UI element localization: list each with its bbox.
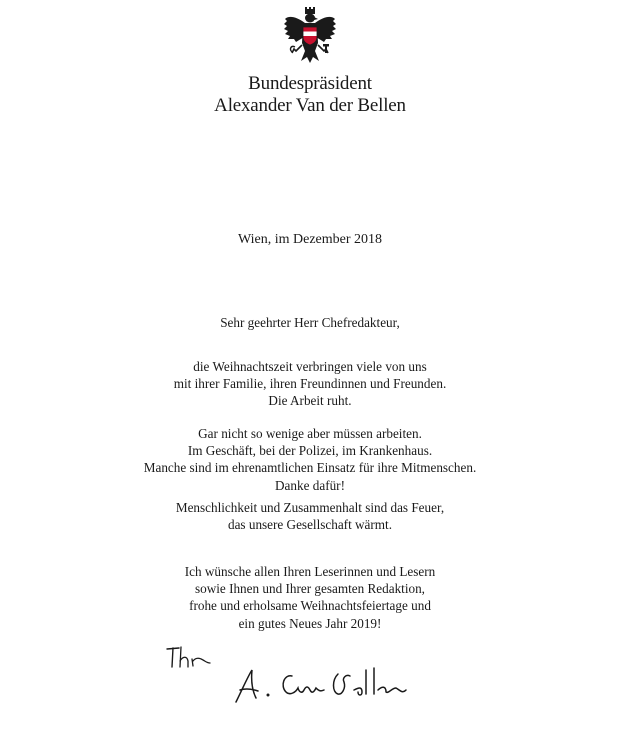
paragraph-line: Die Arbeit ruht. xyxy=(268,393,352,409)
paragraph-line: ein gutes Neues Jahr 2019! xyxy=(238,615,382,631)
paragraph-line: Gar nicht so wenige aber müssen arbeiten. xyxy=(198,426,422,441)
paragraph-humanity xyxy=(0,499,620,533)
sender-title: Bundespräsident xyxy=(248,73,372,94)
paragraph-wishes xyxy=(0,563,620,632)
handwritten-signature xyxy=(228,662,428,707)
handwritten-closing-ihr xyxy=(163,643,213,673)
paragraph-line: Ich wünsche allen Ihren Leserinnen und Lesern xyxy=(184,564,436,579)
paragraph-line: die Weihnachtszeit verbringen viele von uns xyxy=(193,359,427,374)
paragraph-holidays xyxy=(0,358,620,410)
austrian-federal-eagle-icon xyxy=(283,7,337,67)
salutation: Sehr geehrter Herr Chefredakteur, xyxy=(220,315,400,330)
letterhead-sender xyxy=(0,73,620,117)
paragraph-line: Manche sind im ehrenamtlichen Einsatz für ihre Mitmenschen. xyxy=(143,460,477,476)
paragraph-line: das unsere Gesellschaft wärmt. xyxy=(227,517,393,533)
paragraph-workers xyxy=(0,425,620,494)
place-date: Wien, im Dezember 2018 xyxy=(237,232,383,247)
paragraph-line: Danke dafür! xyxy=(275,477,345,493)
paragraph-line: Im Geschäft, bei der Polizei, im Krankenhaus. xyxy=(187,443,433,459)
paragraph-line: frohe und erholsame Weihnachtsfeiertage und xyxy=(189,598,431,614)
sender-name: Alexander Van der Bellen xyxy=(214,95,406,116)
paragraph-line: sowie Ihnen und Ihrer gesamten Redaktion, xyxy=(195,581,425,597)
paragraph-line: mit ihrer Familie, ihren Freundinnen und Freunden. xyxy=(173,376,447,392)
paragraph-line: Menschlichkeit und Zusammenhalt sind das Feuer, xyxy=(175,500,445,515)
